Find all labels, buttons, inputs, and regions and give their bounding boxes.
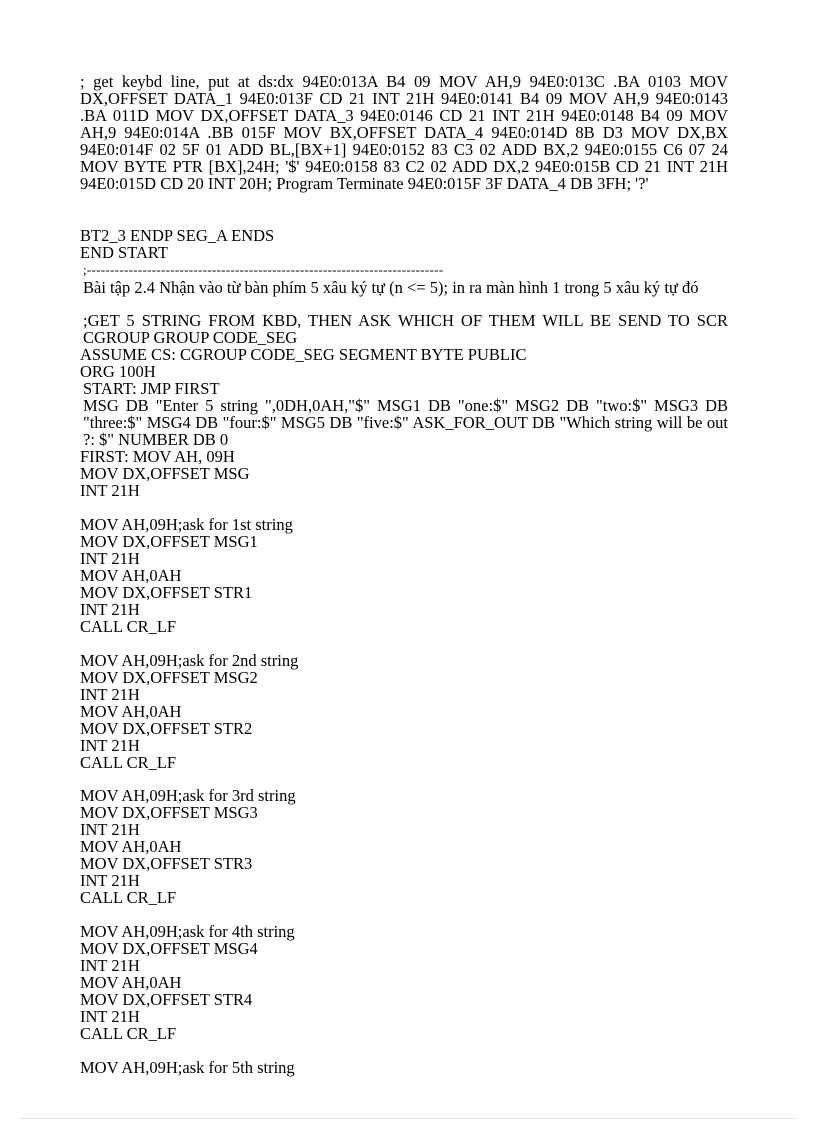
- code-line: INT 21H: [80, 820, 140, 839]
- org-line: ORG 100H: [80, 362, 156, 381]
- start-line: START: JMP FIRST: [83, 379, 220, 398]
- code-line: CALL CR_LF: [80, 1024, 177, 1043]
- first-label-line: FIRST: MOV AH, 09H: [80, 447, 235, 466]
- code-line: CALL CR_LF: [80, 617, 177, 636]
- code-line: INT 21H: [80, 600, 140, 619]
- code-line: MOV AH,09H;ask for 4th string: [80, 922, 295, 941]
- disassembly-paragraph: ; get keybd line, put at ds:dx 94E0:013A B4 09 MOV AH,9 94E0:013C .BA 0103 MOV DX,OFFSET DATA_1 94E0:013F CD 21 INT 21H 94E0:0141 B4 09 MOV AH,9 94E0:0143 .BA 011D MOV DX,OFFSET DATA_3 94E0:0146 CD 21 INT 21H 94E0:0148 B4 09 MOV AH,9 94E0:014A .BB 015F MOV BX,OFFSET DATA_4 94E0:014D 8B D3 MOV DX,BX 94E0:014F 02 5F 01 ADD BL,[BX+1] 94E0:0152 83 C3 02 ADD BX,2 94E0:0155 C6 07 24 MOV BYTE PTR [BX],24H; '$' 94E0:0158 83 C2 02 ADD DX,2 94E0:015B CD 21 INT 21H 94E0:015D CD 20 INT 20H; Program Terminate 94E0:015F 3F DATA_4 DB 3FH; '?': [80, 72, 728, 193]
- code-line: MOV AH,09H;ask for 3rd string: [80, 786, 296, 805]
- code-line: MOV DX,OFFSET MSG1: [80, 532, 258, 551]
- code-line: CALL CR_LF: [80, 753, 177, 772]
- code-line: INT 21H: [80, 481, 140, 500]
- code-line: MOV DX,OFFSET MSG: [80, 464, 250, 483]
- code-line: MOV DX,OFFSET MSG3: [80, 803, 258, 822]
- code-line: MOV DX,OFFSET STR4: [80, 990, 253, 1009]
- code-line: CALL CR_LF: [80, 888, 177, 907]
- code-line: MOV AH,0AH: [80, 973, 182, 992]
- assume-line: ASSUME CS: CGROUP CODE_SEG SEGMENT BYTE PUBLIC: [80, 345, 527, 364]
- exercise-title: Bài tập 2.4 Nhận vào từ bàn phím 5 xâu ký tự (n <= 5); in ra màn hình 1 trong 5 xâu ký tự đó: [83, 278, 699, 297]
- code-line: INT 21H: [80, 736, 140, 755]
- endp-line: BT2_3 ENDP SEG_A ENDS: [80, 226, 275, 245]
- code-line: INT 21H: [80, 1007, 140, 1026]
- code-line: MOV AH,09H;ask for 1st string: [80, 515, 293, 534]
- code-line: MOV AH,0AH: [80, 702, 182, 721]
- code-line: MOV DX,OFFSET STR2: [80, 719, 253, 738]
- code-line: MOV DX,OFFSET STR1: [80, 583, 253, 602]
- code-line: MOV AH,0AH: [80, 566, 182, 585]
- code-line: MOV AH,09H;ask for 2nd string: [80, 651, 299, 670]
- msg-definitions: MSG DB "Enter 5 string ",0DH,0AH,"$" MSG1 DB "one:$" MSG2 DB "two:$" MSG3 DB "three:$" MSG4 DB "four:$" MSG5 DB "five:$" ASK_FOR_OUT DB "Which string will be out ?: $" NUMBER DB 0: [83, 396, 728, 449]
- end-start-line: END START: [80, 243, 168, 262]
- code-line: MOV AH,09H;ask for 5th string: [80, 1058, 295, 1077]
- code-line: INT 21H: [80, 549, 140, 568]
- separator-comment: ;-----------------------------------------------------------------------------: [83, 262, 444, 277]
- code-line: INT 21H: [80, 685, 140, 704]
- page-bottom-divider: [20, 1118, 796, 1119]
- get-comment: ;GET 5 STRING FROM KBD, THEN ASK WHICH OF THEM WILL BE SEND TO SCR CGROUP GROUP CODE_SEG: [83, 311, 728, 347]
- code-line: MOV AH,0AH: [80, 837, 182, 856]
- code-line: INT 21H: [80, 956, 140, 975]
- code-line: MOV DX,OFFSET STR3: [80, 854, 253, 873]
- code-line: INT 21H: [80, 871, 140, 890]
- code-line: MOV DX,OFFSET MSG4: [80, 939, 258, 958]
- code-line: MOV DX,OFFSET MSG2: [80, 668, 258, 687]
